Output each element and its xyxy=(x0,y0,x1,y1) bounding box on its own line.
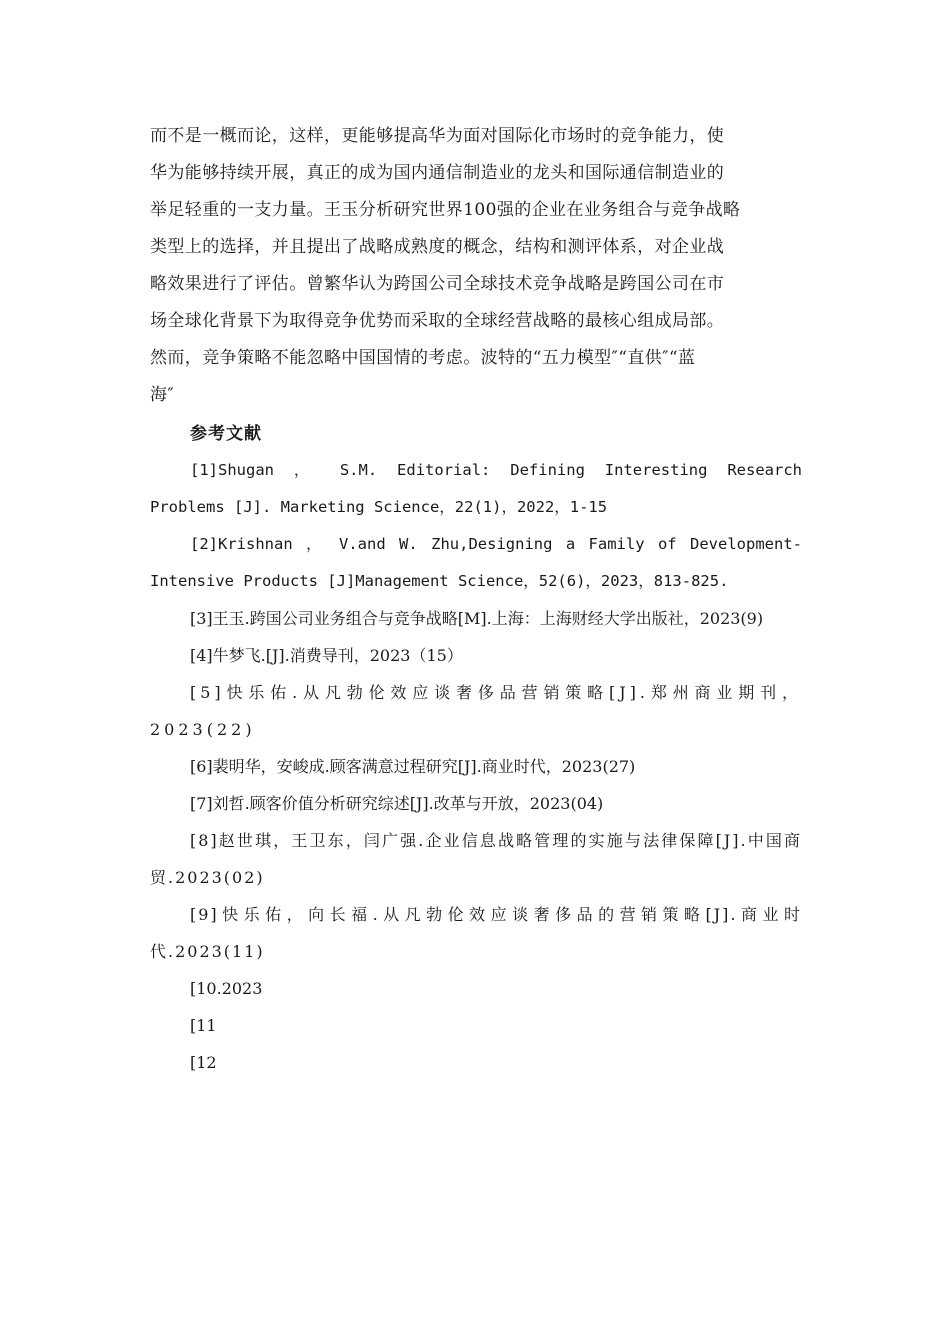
reference-item: [7]刘哲.顾客价值分析研究综述[J].改革与开放，2023(04) xyxy=(190,794,604,813)
reference-item: [10.2023 xyxy=(190,979,263,998)
body-line: 场全球化背景下为取得竞争优势而采取的全球经营战略的最核心组成局部。 xyxy=(150,311,725,331)
reference-item: [11 xyxy=(190,1016,217,1035)
reference-item: [8]赵世琪，王卫东，闫广强.企业信息战略管理的实施与法律保障[J].中国商贸.2023(02) xyxy=(150,831,802,887)
body-line: 然而，竞争策略不能忽略中国国情的考虑。波特的“五力模型″“直供″“蓝 xyxy=(150,348,696,368)
reference-item: [6]裴明华，安峻成.顾客满意过程研究[J].商业时代，2023(27) xyxy=(190,757,636,776)
body-line: 海″ xyxy=(150,385,175,405)
reference-item: [9]快乐佑，向长福.从凡勃伦效应谈奢侈品的营销策略[J].商业时代.2023(11) xyxy=(150,905,802,961)
reference-item: [3]王玉.跨国公司业务组合与竞争战略[M].上海：上海财经大学出版社，2023(9) xyxy=(190,609,764,628)
reference-item: [1]Shugan ， S.M. Editorial: Defining Interesting Research Problems [J]. Marketing Science，22(1)，2022，1-15 xyxy=(150,461,802,516)
reference-item: [2]Krishnan ， V.and W. Zhu,Designing a Family of Development-Intensive Products [J]Management Science，52(6)，2023，813-825. xyxy=(150,535,802,590)
reference-item: [5]快乐佑.从凡勃伦效应谈奢侈品营销策略[J].郑州商业期刊，2023(22) xyxy=(150,683,802,739)
references-heading: 参考文献 xyxy=(190,424,262,444)
reference-item: [12 xyxy=(190,1053,217,1072)
body-line: 略效果进行了评估。曾繁华认为跨国公司全球技术竞争战略是跨国公司在市 xyxy=(150,274,725,294)
references-list xyxy=(150,452,802,1081)
document-page xyxy=(150,118,802,1081)
reference-item: [4]牛梦飞.[J].消费导刊，2023（15） xyxy=(190,646,463,665)
body-line: 而不是一概而论，这样，更能够提高华为面对国际化市场时的竞争能力，使 xyxy=(150,126,725,146)
body-line: 类型上的选择，并且提出了战略成熟度的概念，结构和测评体系，对企业战 xyxy=(150,237,725,257)
body-paragraph xyxy=(150,118,802,414)
body-line: 举足轻重的一支力量。王玉分析研究世界100强的企业在业务组合与竞争战略 xyxy=(150,200,741,220)
body-line: 华为能够持续开展，真正的成为国内通信制造业的龙头和国际通信制造业的 xyxy=(150,163,725,183)
